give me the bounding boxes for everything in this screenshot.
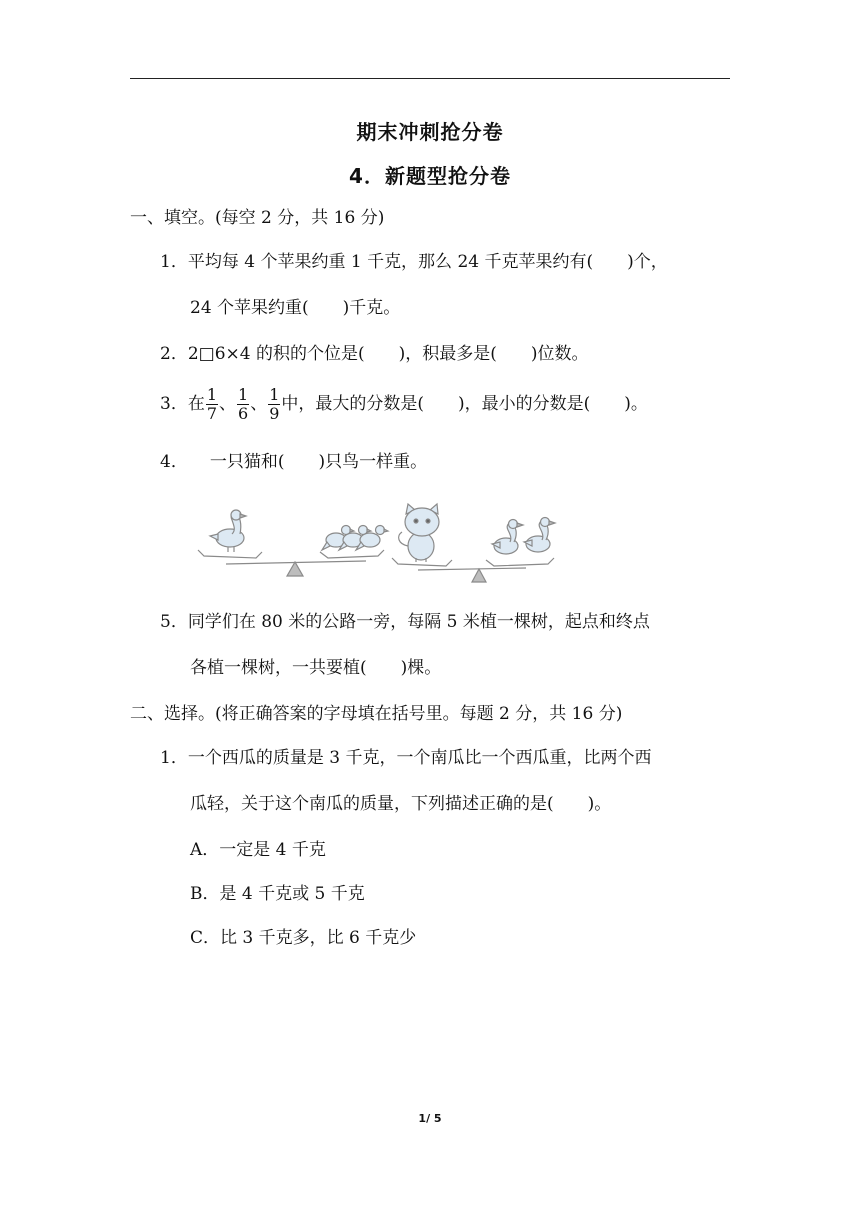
exam-subtitle: 4．新题型抢分卷 xyxy=(349,164,511,188)
question-1-2: 2．2□6×4 的积的个位是( )，积最多是( )位数。 xyxy=(160,344,589,364)
question-1-4 xyxy=(160,450,427,474)
question-1-5-line1: 5．同学们在 80 米的公路一旁，每隔 5 米植一棵树，起点和终点 xyxy=(160,612,650,632)
option-b: B．是 4 千克或 5 千克 xyxy=(190,884,365,904)
q3-suffix: 中，最大的分数是( )，最小的分数是( )。 xyxy=(281,394,648,414)
goose-icon xyxy=(524,518,555,553)
fraction-1-6: $\frac{1}{6}$ xyxy=(238,385,249,423)
fraction-1-9: $\frac{1}{9}$ xyxy=(269,385,280,423)
balance-scales-figure xyxy=(196,498,576,584)
left-balance-scale xyxy=(198,550,384,576)
section-1-heading: 一、填空。(每空 2 分，共 16 分) xyxy=(130,208,385,228)
q3-sep-1: 、 xyxy=(219,394,237,414)
question-1-1-line2: 24 个苹果约重( )千克。 xyxy=(190,298,401,318)
page-number: 1/ 5 xyxy=(418,1112,442,1125)
question-1-1-line1: 1．平均每 4 个苹果约重 1 千克，那么 24 千克苹果约有( )个， xyxy=(160,252,668,272)
question-2-1-line2: 瓜轻，关于这个南瓜的质量，下列描述正确的是( )。 xyxy=(190,794,612,814)
question-1-5-line2: 各植一棵树，一共要植( )棵。 xyxy=(190,658,442,678)
exam-title: 期末冲刺抢分卷 xyxy=(356,120,504,144)
goose-icon xyxy=(492,520,523,555)
fraction-1-7: $\frac{1}{7}$ xyxy=(206,385,218,423)
option-c: C．比 3 千克多，比 6 千克少 xyxy=(190,928,417,948)
cat-icon xyxy=(399,504,439,562)
q3-sep-2: 、 xyxy=(250,394,268,414)
header-rule xyxy=(130,78,730,79)
section-2-heading: 二、选择。(将正确答案的字母填在括号里。每题 2 分，共 16 分) xyxy=(130,704,623,724)
q3-prefix: 3．在 xyxy=(160,394,205,414)
q4-text: 一只猫和( )只鸟一样重。 xyxy=(209,452,428,472)
bird-icon-group xyxy=(322,526,388,551)
option-a: A．一定是 4 千克 xyxy=(190,840,326,860)
question-2-1-line1: 1．一个西瓜的质量是 3 千克，一个南瓜比一个西瓜重，比两个西 xyxy=(160,748,652,768)
question-1-3 xyxy=(160,384,648,424)
goose-icon xyxy=(210,510,246,552)
q4-number: 4． xyxy=(160,452,188,472)
goose-icon-group xyxy=(492,518,555,555)
